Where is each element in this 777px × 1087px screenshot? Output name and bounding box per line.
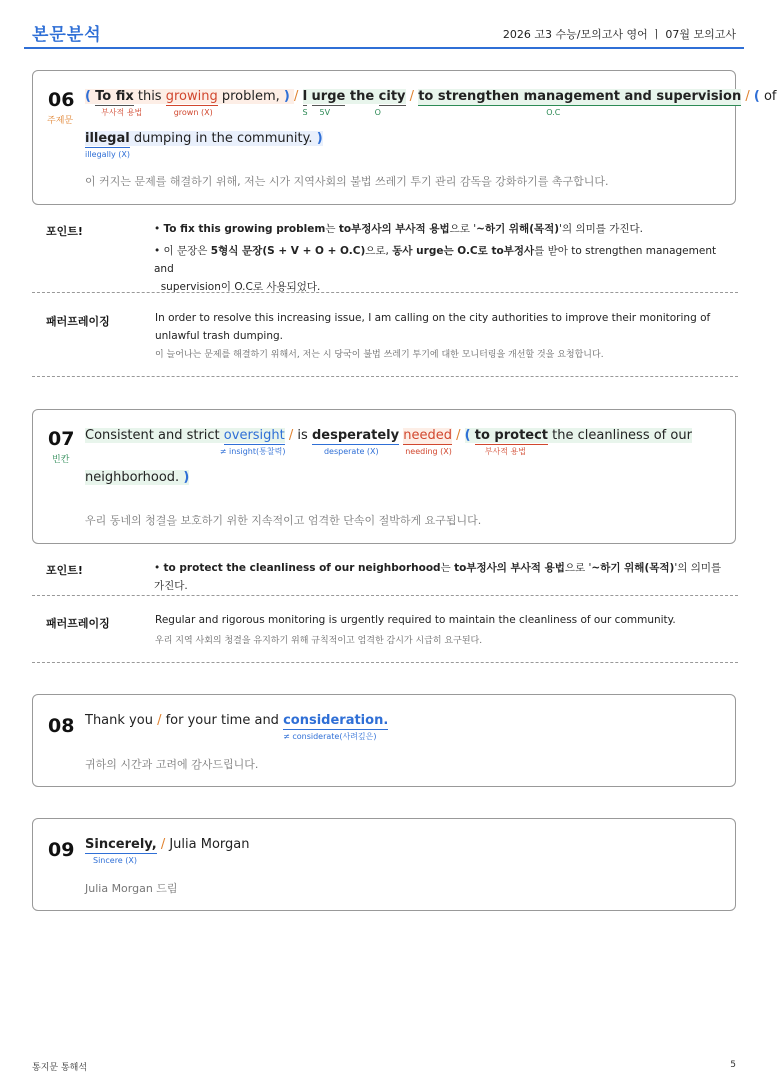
word-urge: urge 5V	[311, 89, 346, 117]
word-to-fix: To fix 부사적 용법	[95, 89, 143, 117]
word-oversight: oversight ≠ insight(통찰력)	[219, 428, 286, 456]
point-bullet-1: • To fix this growing problem는 to부정사의 부사적 용법으로 '~하기 위해(목적)'의 의미를 가진다.	[154, 223, 643, 235]
word-i: I S	[302, 89, 308, 117]
word-illegal: illegal illegally (X)	[85, 131, 131, 159]
slash: /	[294, 89, 299, 104]
word-needed: needed needing (X)	[403, 428, 452, 456]
translation: 이 커지는 문제를 해결하기 위해, 저는 시가 지역사회의 불법 쓰레기 투기 관리 감독을 강화하기를 촉구합니다.	[85, 175, 609, 188]
phrase-consistent: Consistent and strict	[85, 428, 224, 443]
phrase-cleanliness: the cleanliness of our	[548, 428, 692, 443]
paraphrase-label: 패러프레이징	[46, 315, 110, 328]
paraphrase-label: 패러프레이징	[46, 617, 110, 630]
sentence-line-1	[85, 428, 692, 456]
sentence-line-1	[85, 89, 777, 117]
word-to-protect: to protect 부사적 용법	[474, 428, 549, 456]
phrase-thank-you: Thank you	[85, 713, 158, 728]
slash: /	[160, 837, 166, 852]
word-of: of	[759, 89, 777, 104]
divider	[32, 595, 738, 596]
sentence-number: 09	[48, 839, 75, 861]
word-sincerely: Sincerely, Sincere (X)	[85, 837, 157, 865]
header-rule	[24, 47, 744, 49]
footer-label: 통지문 통해석	[32, 1063, 88, 1073]
word-city: city O	[374, 89, 406, 117]
word-consideration: consideration. ≠ considerate(사려깊은)	[283, 713, 389, 741]
paraphrase-english: Regular and rigorous monitoring is urgently required to maintain the cleanliness of our community.	[155, 614, 676, 626]
sentence-line-2	[85, 470, 189, 486]
word-is: is	[293, 428, 312, 443]
slash: /	[745, 89, 750, 104]
paren-close: )	[283, 89, 290, 104]
point-bullet-2: • 이 문장은 5형식 문장(S + V + O + O.C)으로, 동사 urge는 O.C로 to부정사를 받아 to strengthen management and supervision이 O.C로 사용되었다.	[154, 245, 717, 293]
point-label: 포인트!	[46, 564, 83, 577]
point-bullet-1: • to protect the cleanliness of our neighborhood는 to부정사의 부사적 용법으로 '~하기 위해(목적)'의 의미를 가진다.	[154, 562, 722, 592]
sentence-line-1	[85, 713, 389, 741]
sentence-number: 07	[48, 428, 75, 450]
paraphrase-korean: 우리 지역 사회의 청결을 유지하기 위해 규칙적이고 엄격한 감시가 시급히 요구된다.	[155, 636, 483, 646]
point-label: 포인트!	[46, 225, 83, 238]
paren-close: )	[316, 131, 323, 146]
word-desperately: desperately desperate (X)	[311, 428, 400, 456]
sentence-line-1	[85, 837, 250, 865]
divider	[32, 376, 738, 377]
page-number: 5	[730, 1060, 736, 1070]
divider	[32, 292, 738, 293]
paren-open: (	[464, 428, 471, 443]
paraphrase-korean: 이 늘어나는 문제를 해결하기 위해서, 저는 시 당국이 불법 쓰레기 투기에 대한 모니터링을 개선할 것을 요청합니다.	[155, 350, 604, 360]
slash: /	[157, 713, 162, 728]
slash: /	[456, 428, 461, 443]
sentence-card-07	[32, 409, 736, 544]
sentence-card-08	[32, 694, 736, 787]
word-problem: problem,	[217, 89, 280, 104]
divider	[32, 662, 738, 663]
phrase-for-your-time: for your time and	[161, 713, 284, 728]
header-subtitle: 2026 고3 수능/모의고사 영어 ㅣ 07월 모의고사	[502, 28, 736, 41]
slash: /	[288, 428, 294, 443]
word-neighborhood: neighborhood.	[85, 470, 184, 485]
sentence-number: 08	[48, 715, 75, 737]
sentence-tag: 빈칸	[52, 455, 70, 465]
word-the: the	[345, 89, 379, 104]
header-title: 본문분석	[32, 25, 102, 45]
translation: Julia Morgan 드림	[85, 882, 178, 895]
sentence-tag: 주제문	[47, 116, 74, 126]
paraphrase-english: In order to resolve this increasing issue, I am calling on the city authorities to improve their monitoring of unlawful trash dumping.	[155, 312, 711, 342]
paren-close: )	[183, 470, 190, 485]
sentence-number: 06	[48, 89, 75, 111]
sentence-line-2	[85, 131, 323, 159]
translation: 귀하의 시간과 고려에 감사드립니다.	[85, 758, 259, 771]
word-growing: growing grown (X)	[165, 89, 218, 117]
paren-open: (	[753, 89, 760, 104]
paren-open: (	[85, 89, 91, 104]
sentence-card-06	[32, 70, 777, 205]
translation: 우리 동네의 청결을 보호하기 위한 지속적이고 엄격한 단속이 절박하게 요구됩니다.	[85, 514, 482, 527]
phrase-dumping: dumping in the community.	[129, 131, 317, 146]
signature-name: Julia Morgan	[165, 837, 250, 852]
phrase-to-strengthen: to strengthen management and supervision O.C	[418, 89, 742, 117]
slash: /	[409, 89, 415, 104]
sentence-card-09	[32, 818, 736, 911]
word-this: this	[133, 89, 166, 104]
